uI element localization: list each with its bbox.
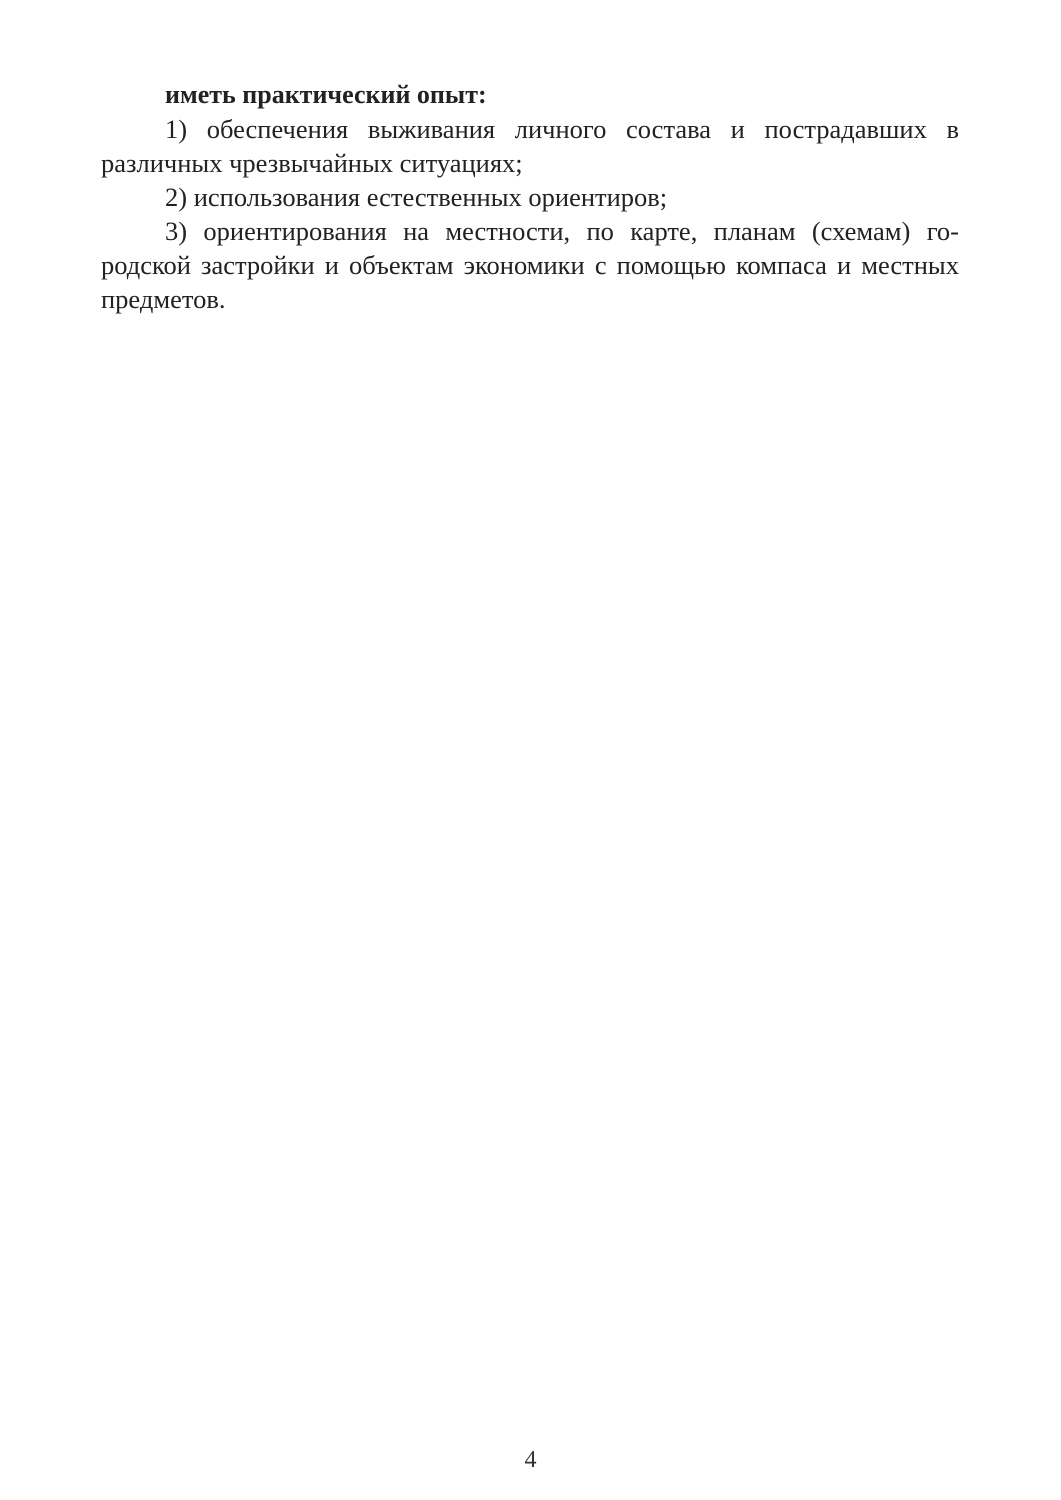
list-item: 1) обеспечения выживания личного состава и пострадавших в различных чрезвычайных ситуациях; [101, 114, 959, 178]
list-item: 3) ориентирования на местности, по карте, планам (схемам) городской застройки и объектам экономики с помощью компаса и местных предметов. [101, 216, 959, 314]
page-number: 4 [524, 1447, 537, 1473]
list-item: 2) использования естественных ориентиров; [165, 182, 668, 212]
section-heading: иметь практический опыт: [165, 80, 487, 109]
body-text [101, 78, 959, 316]
